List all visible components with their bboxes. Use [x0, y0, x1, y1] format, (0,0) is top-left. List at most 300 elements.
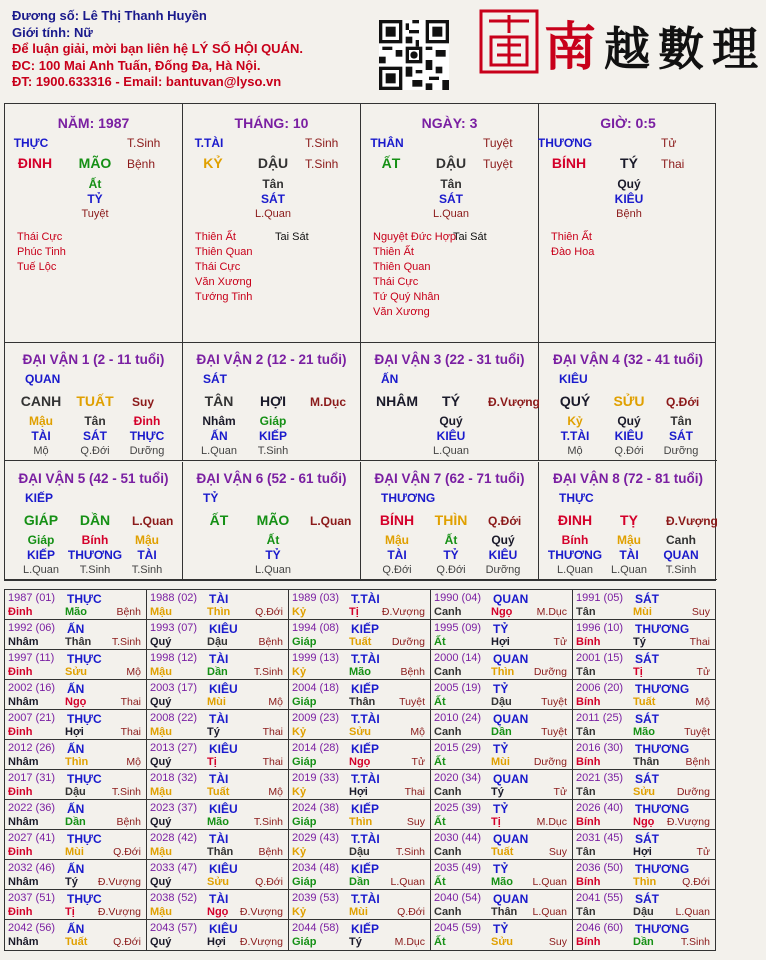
year-truong-sinh: Đ.Vượng: [239, 906, 283, 918]
year-cell[interactable]: [573, 770, 715, 800]
year-label: 1996 (10): [576, 622, 624, 634]
year-cell[interactable]: [289, 890, 431, 920]
year-chi: Tị: [491, 816, 501, 828]
year-cell[interactable]: [431, 890, 573, 920]
year-truong-sinh: Q.Đới: [113, 936, 141, 948]
dai-van-can: NHÂM: [376, 393, 418, 409]
year-thap-than: TÀI: [209, 712, 229, 726]
year-thap-than: T.TÀI: [351, 892, 380, 906]
year-cell[interactable]: [5, 800, 147, 830]
year-cell[interactable]: [431, 920, 573, 950]
year-truong-sinh: Mộ: [268, 696, 283, 708]
than-sat-list-2: [275, 230, 309, 245]
year-can: Canh: [434, 666, 462, 678]
year-cell[interactable]: [5, 710, 147, 740]
year-cell[interactable]: [147, 890, 289, 920]
year-cell[interactable]: [5, 860, 147, 890]
qr-code-icon[interactable]: [379, 20, 449, 90]
year-thap-than: THƯƠNG: [635, 622, 690, 636]
dai-van-tang-can: Mậu: [385, 533, 409, 547]
year-chi: Thìn: [207, 606, 231, 618]
year-chi: Mão: [633, 726, 655, 738]
year-can: Quý: [150, 936, 172, 948]
pillar-title: THÁNG: 10: [234, 115, 309, 131]
dai-van-tang-thap-than: TÀI: [31, 429, 51, 443]
dai-van-6[interactable]: [183, 462, 361, 580]
year-cell[interactable]: [147, 590, 289, 620]
dai-van-tang-can: Giáp: [27, 533, 55, 547]
dai-van-thap-than: THƯƠNG: [381, 491, 436, 505]
year-cell[interactable]: [573, 680, 715, 710]
year-cell[interactable]: [289, 860, 431, 890]
than-sat-item: Thái Cực: [373, 276, 419, 288]
pillar-title: NĂM: 1987: [57, 115, 130, 131]
year-chi: Mão: [349, 666, 371, 678]
year-can: Tân: [576, 666, 596, 678]
year-chi: Dậu: [633, 906, 654, 918]
year-chi: Tý: [349, 936, 362, 948]
year-truong-sinh: Tuyệt: [399, 696, 425, 708]
thap-than: T.TÀI: [194, 136, 224, 150]
pillar-2[interactable]: [183, 104, 361, 342]
year-cell[interactable]: [147, 860, 289, 890]
year-label: 2019 (33): [292, 772, 340, 784]
than-sat-item: Thiên Ất: [373, 246, 414, 258]
dai-van-tang-truong-sinh: Q.Đới: [382, 564, 412, 576]
year-cell[interactable]: [431, 770, 573, 800]
year-can: Tân: [576, 846, 596, 858]
dai-van-chi: TÝ: [442, 393, 460, 409]
year-truong-sinh: Suy: [548, 936, 567, 948]
dai-van-tang-can: Ất: [444, 533, 458, 547]
year-chi: Sửu: [633, 786, 656, 798]
thap-than: THƯƠNG: [537, 136, 593, 150]
year-cell[interactable]: [147, 680, 289, 710]
year-label: 2028 (42): [150, 832, 198, 844]
year-can: Kỷ: [292, 726, 307, 738]
year-chi: Hợi: [349, 786, 368, 798]
year-chi: Mùi: [633, 606, 652, 618]
year-chi: Dậu: [65, 786, 86, 798]
year-label: 2027 (41): [8, 832, 56, 844]
dai-van-2[interactable]: [183, 343, 361, 461]
year-chi: Thân: [349, 696, 376, 708]
year-thap-than: THỰC: [67, 712, 102, 726]
year-label: 2007 (21): [8, 712, 56, 724]
than-sat-list: [373, 230, 456, 320]
year-label: 2031 (45): [576, 832, 624, 844]
dai-van-can: ĐINH: [557, 512, 593, 528]
dai-van-truong-sinh: L.Quan: [310, 514, 352, 528]
year-truong-sinh: Q.Đới: [255, 606, 283, 618]
year-cell[interactable]: [289, 920, 431, 950]
year-thap-than: SÁT: [635, 772, 659, 786]
year-cell[interactable]: [147, 800, 289, 830]
pillar-3[interactable]: [361, 104, 539, 342]
year-can: Tân: [576, 786, 596, 798]
year-label: 2014 (28): [292, 742, 340, 754]
year-thap-than: T.TÀI: [351, 592, 380, 606]
than-sat-item: Văn Xương: [373, 306, 430, 318]
header: [0, 0, 766, 100]
dai-van-tang-thap-than: KIẾP: [258, 429, 288, 443]
year-cell[interactable]: [573, 860, 715, 890]
year-cell[interactable]: [5, 920, 147, 950]
year-thap-than: SÁT: [635, 712, 659, 726]
year-label: 2044 (58): [292, 922, 340, 934]
year-can: Đinh: [8, 846, 33, 858]
dai-van-tang-can: Bính: [81, 533, 109, 547]
year-can: Nhâm: [8, 696, 39, 708]
year-thap-than: SÁT: [635, 652, 659, 666]
year-truong-sinh: Q.Đới: [397, 906, 425, 918]
year-cell[interactable]: [289, 740, 431, 770]
year-thap-than: THƯƠNG: [635, 922, 690, 936]
dai-van-tang-truong-sinh: L.Quan: [200, 445, 238, 457]
year-cell[interactable]: [431, 680, 573, 710]
dai-van-truong-sinh: Suy: [132, 395, 155, 409]
contact-note: Để luận giải, mời bạn liên hệ LÝ SỐ HỘI QUÁN.: [12, 41, 303, 56]
year-label: 2017 (31): [8, 772, 56, 784]
than-sat-item: Nguyệt Đức Hợp: [373, 231, 457, 243]
year-truong-sinh: Suy: [548, 846, 567, 858]
year-can: Tân: [576, 906, 596, 918]
year-can: Tân: [576, 726, 596, 738]
year-truong-sinh: Đ.Vượng: [239, 936, 283, 948]
than-sat-item: Tứ Quý Nhân: [373, 291, 440, 303]
tang-thap-than: SÁT: [261, 192, 285, 206]
pillar-title: NGÀY: 3: [421, 115, 478, 131]
year-cell[interactable]: [5, 650, 147, 680]
year-thap-than: TỶ: [493, 622, 509, 636]
year-label: 2005 (19): [434, 682, 482, 694]
year-cell[interactable]: [289, 620, 431, 650]
dai-van-tang-truong-sinh: L.Quan: [22, 564, 60, 576]
dai-van-can: GIÁP: [23, 512, 59, 528]
year-label: 2034 (48): [292, 862, 340, 874]
year-label: 2015 (29): [434, 742, 482, 754]
yearly-fortune-table: [4, 589, 716, 951]
dai-van-5[interactable]: [5, 462, 183, 580]
gender: Giới tính: Nữ: [12, 24, 93, 40]
year-label: 2042 (56): [8, 922, 56, 934]
year-can: Quý: [150, 696, 172, 708]
than-sat-item: Thái Cực: [17, 231, 63, 243]
year-truong-sinh: Dưỡng: [533, 666, 567, 678]
year-truong-sinh: Q.Đới: [255, 876, 283, 888]
thien-can: BÍNH: [551, 155, 587, 171]
year-can: Quý: [150, 876, 172, 888]
year-chi: Tý: [207, 726, 220, 738]
year-chi: Thìn: [349, 816, 373, 828]
dai-van-tang-truong-sinh: Q.Đới: [614, 445, 644, 457]
chi-truong-sinh: Thai: [661, 157, 685, 171]
year-thap-than: THỰC: [67, 832, 102, 846]
year-thap-than: QUAN: [493, 892, 529, 906]
year-chi: Thìn: [491, 666, 515, 678]
year-can: Bính: [576, 816, 601, 828]
dai-van-tang-can: Mậu: [29, 414, 53, 428]
year-thap-than: TÀI: [209, 832, 229, 846]
year-thap-than: KIẾP: [351, 802, 380, 816]
year-can: Mậu: [150, 666, 172, 678]
year-cell[interactable]: [289, 590, 431, 620]
year-truong-sinh: Mộ: [410, 726, 425, 738]
year-truong-sinh: Mộ: [695, 696, 710, 708]
year-label: 2012 (26): [8, 742, 56, 754]
year-thap-than: KIÊU: [209, 862, 238, 876]
dai-van-tang-thap-than: SÁT: [669, 429, 693, 443]
year-cell[interactable]: [5, 680, 147, 710]
dai-van-tang-thap-than: TỶ: [265, 548, 281, 562]
year-cell[interactable]: [5, 770, 147, 800]
year-truong-sinh: Suy: [691, 606, 710, 618]
year-can: Canh: [434, 726, 462, 738]
year-truong-sinh: Thai: [120, 726, 141, 738]
year-cell[interactable]: [573, 710, 715, 740]
year-cell[interactable]: [147, 920, 289, 950]
year-truong-sinh: Tuyệt: [541, 696, 567, 708]
year-label: 2008 (22): [150, 712, 198, 724]
year-chi: Dậu: [207, 636, 228, 648]
year-cell[interactable]: [431, 740, 573, 770]
year-cell[interactable]: [147, 770, 289, 800]
year-cell[interactable]: [431, 710, 573, 740]
year-cell[interactable]: [431, 800, 573, 830]
year-truong-sinh: Mộ: [126, 666, 141, 678]
year-cell[interactable]: [147, 650, 289, 680]
tang-thap-than: SÁT: [439, 192, 463, 206]
year-chi: Thân: [491, 906, 518, 918]
address: ĐC: 100 Mai Anh Tuấn, Đống Đa, Hà Nội.: [12, 57, 261, 73]
year-truong-sinh: T.Sinh: [253, 666, 283, 678]
dai-van-tang-truong-sinh: L.Quan: [610, 564, 648, 576]
year-truong-sinh: L.Quan: [390, 876, 425, 888]
dai-van-3[interactable]: [361, 343, 539, 461]
dai-van-tang-truong-sinh: Mộ: [33, 445, 49, 457]
year-label: 2046 (60): [576, 922, 624, 934]
dai-van-tang-truong-sinh: L.Quan: [254, 564, 292, 576]
dai-van-truong-sinh: M.Dục: [310, 395, 346, 409]
year-truong-sinh: Tử: [696, 846, 710, 858]
year-chi: Mùi: [349, 906, 368, 918]
year-can: Quý: [150, 636, 172, 648]
year-truong-sinh: Mộ: [268, 786, 283, 798]
year-cell[interactable]: [5, 740, 147, 770]
year-cell[interactable]: [431, 860, 573, 890]
year-truong-sinh: Đ.Vượng: [381, 606, 425, 618]
year-truong-sinh: Tử: [553, 636, 567, 648]
dai-van-chi: DẦN: [79, 512, 111, 528]
year-cell[interactable]: [431, 830, 573, 860]
year-truong-sinh: L.Quan: [675, 906, 710, 918]
year-cell[interactable]: [431, 620, 573, 650]
year-truong-sinh: Đ.Vượng: [97, 906, 141, 918]
year-label: 2029 (43): [292, 832, 340, 844]
year-chi: Sửu: [491, 936, 514, 948]
year-thap-than: ẤN: [67, 742, 85, 756]
year-cell[interactable]: [431, 650, 573, 680]
dai-van-truong-sinh: Q.Đới: [666, 395, 700, 409]
year-cell[interactable]: [573, 740, 715, 770]
tang-thap-than: TỶ: [87, 192, 103, 206]
year-label: 1989 (03): [292, 592, 340, 604]
year-cell[interactable]: [573, 620, 715, 650]
year-thap-than: TÀI: [209, 772, 229, 786]
year-cell[interactable]: [147, 740, 289, 770]
tang-thap-than: KIÊU: [614, 192, 644, 206]
year-thap-than: THỰC: [67, 772, 102, 786]
year-thap-than: TỶ: [493, 922, 509, 936]
year-cell[interactable]: [5, 890, 147, 920]
year-truong-sinh: T.Sinh: [111, 636, 141, 648]
year-thap-than: QUAN: [493, 772, 529, 786]
year-label: 2026 (40): [576, 802, 624, 814]
year-cell[interactable]: [289, 830, 431, 860]
dai-van-thap-than: THỰC: [559, 491, 594, 505]
year-truong-sinh: Tuyệt: [541, 726, 567, 738]
thien-can: KỶ: [203, 155, 223, 171]
owner-name: Đương số: Lê Thị Thanh Huyền: [12, 8, 207, 23]
year-label: 2011 (25): [576, 712, 623, 724]
year-cell[interactable]: [5, 830, 147, 860]
year-cell[interactable]: [289, 800, 431, 830]
dai-van-tang-thap-than: SÁT: [83, 429, 107, 443]
dai-van-tang-truong-sinh: Mộ: [567, 445, 583, 457]
year-cell[interactable]: [573, 830, 715, 860]
year-label: 1988 (02): [150, 592, 198, 604]
year-cell[interactable]: [147, 710, 289, 740]
year-can: Đinh: [8, 666, 33, 678]
year-truong-sinh: Q.Đới: [113, 846, 141, 858]
year-cell[interactable]: [289, 650, 431, 680]
year-label: 2004 (18): [292, 682, 340, 694]
year-can: Kỷ: [292, 906, 307, 918]
year-thap-than: KIẾP: [351, 682, 380, 696]
year-chi: Ngọ: [349, 756, 371, 768]
dai-van-tang-truong-sinh: L.Quan: [556, 564, 594, 576]
year-truong-sinh: Bệnh: [400, 666, 425, 678]
year-cell[interactable]: [289, 710, 431, 740]
dai-van-can: ẤT: [209, 512, 229, 528]
year-thap-than: T.TÀI: [351, 772, 380, 786]
year-label: 1998 (12): [150, 652, 198, 664]
dia-chi: TÝ: [620, 155, 638, 171]
dai-van-tang-thap-than: THƯƠNG: [547, 548, 603, 562]
thap-than: THÂN: [370, 136, 404, 150]
year-label: 2038 (52): [150, 892, 198, 904]
year-label: 2030 (44): [434, 832, 482, 844]
pillar-1[interactable]: [5, 104, 183, 342]
thien-can: ẤT: [381, 155, 401, 171]
year-chi: Thân: [633, 756, 660, 768]
year-chi: Mão: [491, 876, 513, 888]
year-label: 1992 (06): [8, 622, 56, 634]
year-cell[interactable]: [147, 830, 289, 860]
than-sat-item: Thiên Quan: [195, 246, 253, 258]
year-truong-sinh: Thai: [689, 636, 710, 648]
year-cell[interactable]: [147, 620, 289, 650]
year-label: 2002 (16): [8, 682, 56, 694]
year-can: Nhâm: [8, 816, 39, 828]
year-chi: Sửu: [65, 666, 88, 678]
thien-can: ĐINH: [17, 155, 53, 171]
year-chi: Thân: [65, 636, 92, 648]
dai-van-tang-thap-than: THƯƠNG: [67, 548, 123, 562]
year-thap-than: ẤN: [67, 682, 85, 696]
year-chi: Tuất: [65, 936, 88, 948]
pillar-title: GIỜ: 0:5: [600, 115, 656, 131]
year-thap-than: KIÊU: [209, 802, 238, 816]
year-chi: Tuất: [349, 636, 372, 648]
year-chi: Mão: [65, 606, 87, 618]
year-can: Bính: [576, 696, 601, 708]
year-chi: Dần: [491, 726, 512, 738]
year-thap-than: SÁT: [635, 592, 659, 606]
year-thap-than: SÁT: [635, 832, 659, 846]
year-truong-sinh: Tử: [696, 666, 710, 678]
year-truong-sinh: Thai: [262, 756, 283, 768]
year-truong-sinh: Bệnh: [258, 636, 283, 648]
year-chi: Tý: [633, 636, 646, 648]
dai-van-tang-thap-than: KIÊU: [436, 429, 466, 443]
year-label: 2009 (23): [292, 712, 340, 724]
year-cell[interactable]: [573, 890, 715, 920]
than-sat-list: [551, 230, 594, 260]
dai-van-8[interactable]: [539, 462, 717, 580]
dai-van-title: ĐẠI VẬN 6 (52 - 61 tuổi): [196, 471, 347, 486]
year-thap-than: THỰC: [67, 592, 102, 606]
dai-van-thap-than: TỶ: [203, 491, 219, 505]
year-can: Mậu: [150, 786, 172, 798]
year-cell[interactable]: [573, 590, 715, 620]
year-cell[interactable]: [289, 770, 431, 800]
year-label: 2006 (20): [576, 682, 624, 694]
dai-van-tang-thap-than: KIÊU: [488, 548, 518, 562]
year-chi: Hợi: [491, 636, 510, 648]
year-truong-sinh: Tuyệt: [684, 726, 710, 738]
dai-van-1[interactable]: [5, 343, 183, 461]
year-truong-sinh: Thai: [120, 696, 141, 708]
pillar-4[interactable]: [539, 104, 717, 342]
year-cell[interactable]: [431, 590, 573, 620]
year-chi: Mão: [207, 816, 229, 828]
year-label: 2003 (17): [150, 682, 198, 694]
than-sat-item: Tuế Lộc: [17, 261, 57, 273]
year-thap-than: ẤN: [67, 862, 85, 876]
year-cell[interactable]: [573, 800, 715, 830]
year-chi: Dần: [633, 936, 654, 948]
year-can: Giáp: [292, 696, 317, 708]
chi-truong-sinh: Tuyệt: [483, 157, 513, 171]
year-cell[interactable]: [289, 680, 431, 710]
year-cell[interactable]: [5, 590, 147, 620]
year-cell[interactable]: [5, 620, 147, 650]
year-can: Ất: [434, 696, 446, 708]
dai-van-7[interactable]: [361, 462, 539, 580]
year-truong-sinh: Dưỡng: [533, 756, 567, 768]
dai-van-truong-sinh: Đ.Vượng: [666, 514, 718, 528]
year-label: 2020 (34): [434, 772, 482, 784]
year-chi: Ngọ: [207, 906, 229, 918]
year-can: Canh: [434, 606, 462, 618]
year-cell[interactable]: [573, 920, 715, 950]
year-can: Ất: [434, 936, 446, 948]
dai-van-truong-sinh: Đ.Vượng: [488, 395, 540, 409]
dai-van-4[interactable]: [539, 343, 717, 461]
year-cell[interactable]: [573, 650, 715, 680]
dai-van-tang-can: Ất: [266, 533, 280, 547]
